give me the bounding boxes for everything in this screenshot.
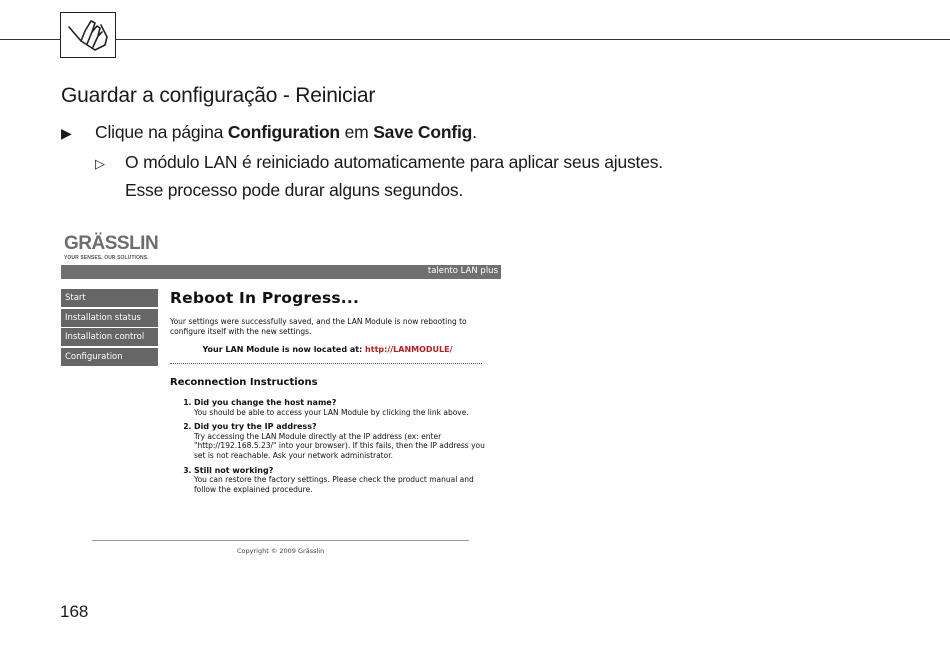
- header-rule: [0, 39, 950, 40]
- result-triangle-icon: ▷: [95, 156, 105, 171]
- reboot-heading: Reboot In Progress...: [170, 289, 360, 307]
- page-number: 168: [60, 602, 89, 621]
- nav-item-installation-control[interactable]: Installation control: [61, 328, 158, 346]
- footer-divider: [92, 540, 469, 541]
- step-arrow-icon: ▶: [61, 125, 72, 141]
- nav-item-installation-status[interactable]: Installation status: [61, 309, 158, 327]
- dotted-divider: [170, 363, 482, 364]
- module-url-link[interactable]: http://LANMODULE/: [365, 345, 453, 354]
- reconnect-list: [170, 398, 485, 494]
- reboot-message: Your settings were successfully saved, and the LAN Module is now rebooting to configure itself with the new settings.: [170, 317, 467, 336]
- product-label: talento LAN plus: [427, 266, 498, 276]
- grasslin-logo: GRÄSSLIN YOUR SENSES. OUR SOLUTIONS.: [64, 233, 159, 261]
- list-item: 2. Did you try the IP address? Try accessing the LAN Module directly at the IP address (ex: enter "http://192.168.5.23/" into your browser). If this fails, then the IP address you set is not reachable. Ask your network administrator.: [194, 422, 485, 460]
- reboot-content: [170, 289, 485, 499]
- section-title: Guardar a configuração - Reiniciar: [61, 84, 376, 107]
- nav-item-configuration[interactable]: Configuration: [61, 348, 158, 366]
- hand-pointing-icon: [60, 12, 116, 58]
- list-item: 1. Did you change the host name? You should be able to access your LAN Module by clicking the link above.: [194, 398, 485, 417]
- nav-item-start[interactable]: Start: [61, 289, 158, 307]
- step-result: ▷ O módulo LAN é reiniciado automaticamente para aplicar seus ajustes. Esse processo pode durar alguns segundos.: [95, 152, 663, 200]
- product-bar: [61, 265, 501, 279]
- side-navigation: [61, 289, 158, 367]
- list-item: 3. Still not working? You can restore the factory settings. Please check the product manual and follow the explained procedure.: [194, 466, 485, 495]
- module-location: Your LAN Module is now located at: http://LANMODULE/: [202, 345, 453, 354]
- reconnect-heading: Reconnection Instructions: [170, 377, 318, 388]
- instruction-step: ▶ Clique na página Configuration em Save Config.: [61, 122, 477, 142]
- copyright: Copyright © 2009 Grässlin: [237, 547, 325, 555]
